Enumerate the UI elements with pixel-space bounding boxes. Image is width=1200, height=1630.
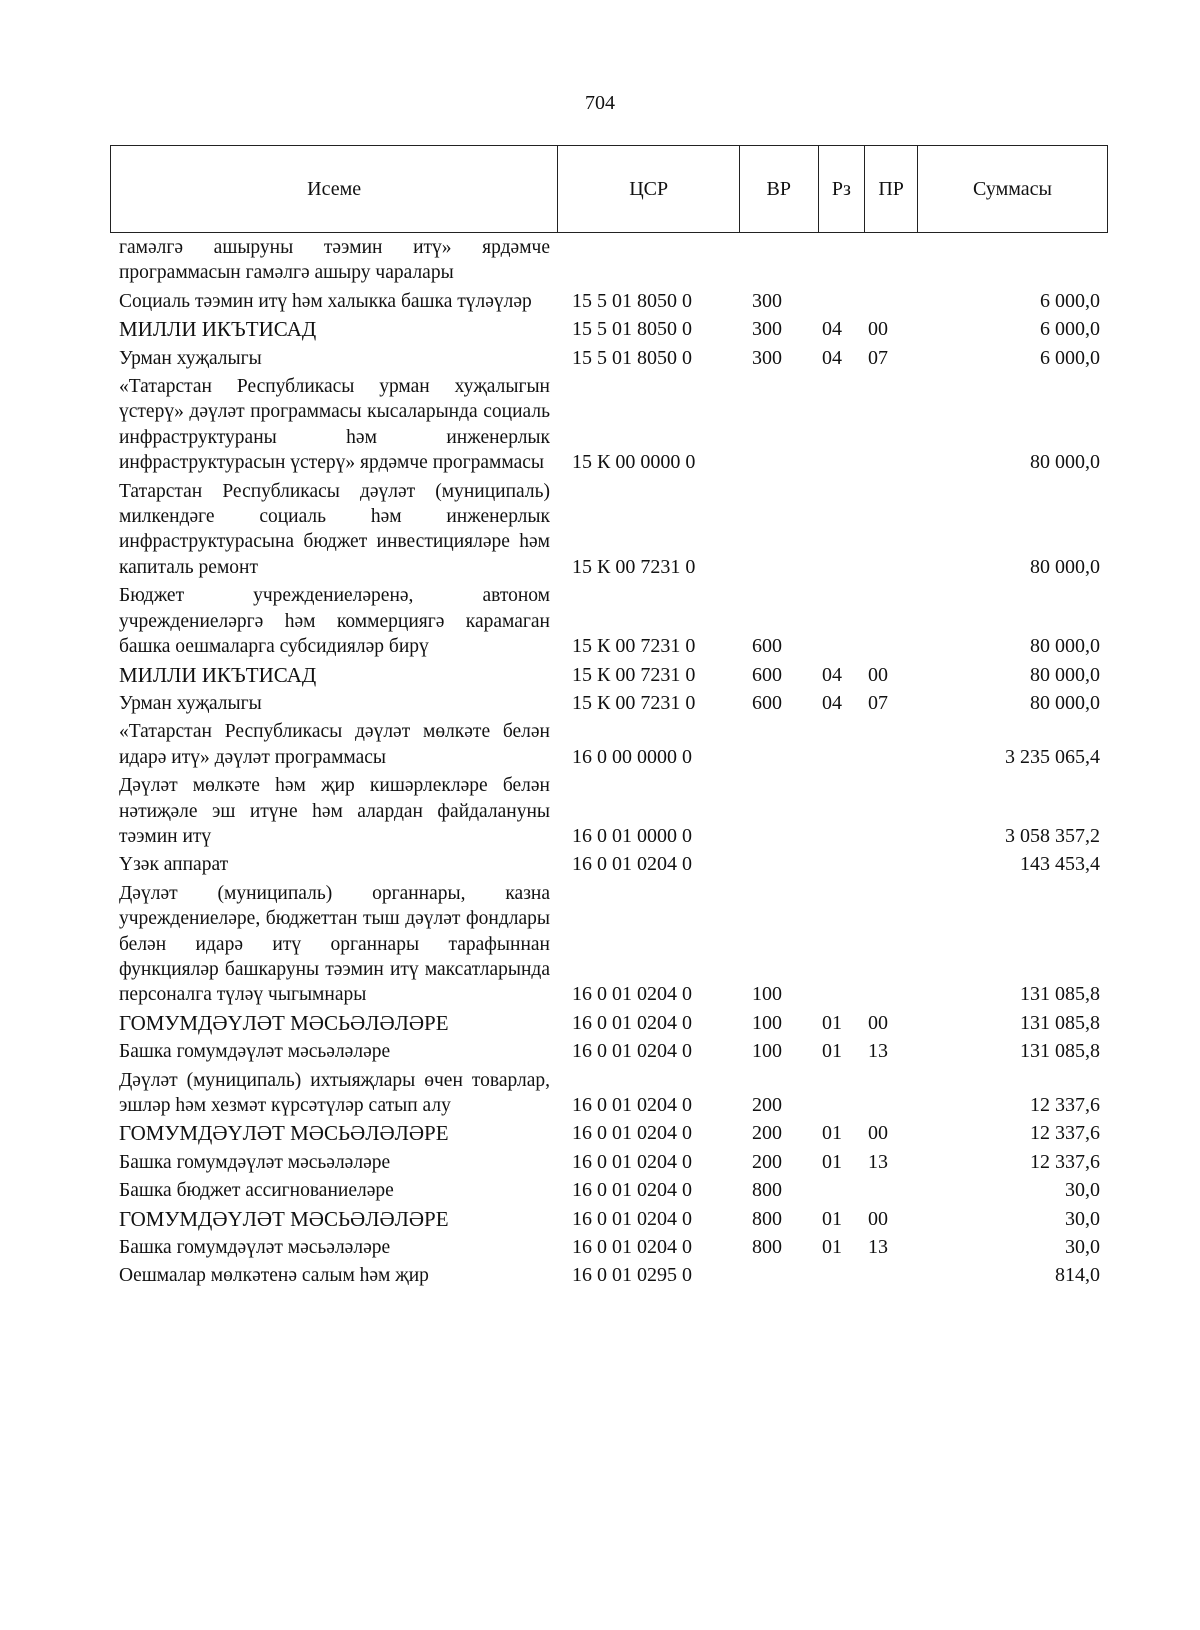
row-vr: 600 — [752, 635, 782, 658]
table-row — [110, 1119, 1108, 1147]
table-header — [110, 145, 1108, 233]
row-csr: 16 0 01 0204 0 — [572, 1122, 692, 1145]
row-rz: 01 — [822, 1122, 842, 1145]
row-pr: 00 — [868, 663, 888, 686]
row-sum: 131 085,8 — [1020, 1040, 1100, 1063]
row-rz: 01 — [822, 1040, 842, 1063]
row-name: Дәүләт (муниципаль) ихтыяҗлары өчен товарлар, эшләр һәм хезмәт күрсәтүләр сатып алу — [119, 1069, 550, 1116]
row-csr: 16 0 01 0204 0 — [572, 1207, 692, 1230]
row-csr: 16 0 01 0204 0 — [572, 1040, 692, 1063]
table-row — [110, 1148, 1108, 1176]
row-sum: 80 000,0 — [1030, 451, 1100, 474]
row-pr: 13 — [868, 1040, 888, 1063]
row-vr: 200 — [752, 1094, 782, 1116]
row-csr: 15 К 00 7231 0 — [572, 663, 696, 686]
row-sum: 30,0 — [1065, 1179, 1100, 1202]
row-name: Урман хуҗалыгы — [119, 692, 262, 714]
row-sum: 6 000,0 — [1040, 318, 1100, 341]
row-name: Татарстан Республикасы дәүләт (муниципаль) милкендәге социаль һәм инженерлык инфраструктурасына бюджет инвестицияләре һәм капиталь ремонт — [119, 480, 550, 578]
row-name: Оешмалар мөлкәтенә салым һәм җир — [119, 1265, 429, 1287]
row-rz: 04 — [822, 318, 842, 341]
header-sum: Суммасы — [918, 146, 1108, 233]
row-rz: 01 — [822, 1207, 842, 1230]
row-sum: 3 058 357,2 — [1005, 824, 1100, 847]
row-vr: 200 — [752, 1122, 782, 1145]
row-sum: 131 085,8 — [1020, 983, 1100, 1006]
row-name: Башка гомумдәүләт мәсьәләләре — [119, 1151, 391, 1173]
row-pr: 00 — [868, 1207, 888, 1230]
row-pr: 13 — [868, 1150, 888, 1173]
row-rz: 04 — [822, 346, 842, 369]
row-name: ГОМУМДӘҮЛӘТ МӘСЬӘЛӘЛӘРЕ — [119, 1010, 449, 1035]
row-csr: 16 0 00 0000 0 — [572, 745, 692, 768]
row-vr — [732, 1289, 810, 1290]
row-name: Башка гомумдәүләт мәсьәләләре — [119, 1041, 391, 1063]
table-row — [110, 1037, 1108, 1065]
table-row — [110, 372, 1108, 477]
page-number: 704 — [585, 92, 615, 114]
row-name: Дәүләт мөлкәте һәм җир кишәрлекләре белән нәтиҗәле эш итүне һәм алардан файдалануны тәэмин итү — [119, 775, 550, 847]
row-sum: 80 000,0 — [1030, 555, 1100, 578]
row-sum: 6 000,0 — [1040, 346, 1100, 369]
table-row — [110, 771, 1108, 850]
row-pr: 13 — [868, 1236, 888, 1259]
table-row — [110, 1233, 1108, 1261]
row-csr: 16 0 01 0204 0 — [572, 1179, 692, 1202]
row-name: Башка бюджет ассигнованиеләре — [119, 1180, 394, 1202]
row-sum: 80 000,0 — [1030, 635, 1100, 658]
row-name: Социаль тәэмин итү һәм халыкка башка түләүләр — [119, 290, 532, 312]
row-sum: 12 337,6 — [1030, 1122, 1100, 1145]
row-name: МИЛЛИ ИКЪТИСАД — [119, 317, 317, 342]
table-row — [110, 287, 1108, 315]
table-row — [110, 850, 1108, 878]
row-csr: 16 0 01 0204 0 — [572, 1011, 692, 1034]
row-csr: 16 0 01 0204 0 — [572, 1150, 692, 1173]
row-sum: 814,0 — [1055, 1264, 1100, 1287]
table-row — [110, 689, 1108, 717]
row-csr: 15 5 01 8050 0 — [572, 346, 692, 369]
table-row — [110, 344, 1108, 372]
row-pr — [856, 1289, 908, 1290]
row-pr: 07 — [868, 346, 888, 369]
table-row — [110, 1261, 1108, 1289]
row-vr: 600 — [752, 691, 782, 714]
header-vr: ВР — [740, 146, 819, 233]
row-rz — [810, 1289, 856, 1290]
table-row — [110, 879, 1108, 1009]
table-row — [110, 1066, 1108, 1120]
row-csr: 15 К 00 0000 0 — [572, 451, 696, 474]
row-vr: 100 — [752, 983, 782, 1006]
row-sum: 30,0 — [1065, 1207, 1100, 1230]
row-rz: 04 — [822, 691, 842, 714]
row-name: Урман хуҗалыгы — [119, 347, 262, 369]
row-csr: 15 К 00 7231 0 — [572, 691, 696, 714]
row-sum: 12 337,6 — [1030, 1150, 1100, 1173]
row-sum: 80 000,0 — [1030, 663, 1100, 686]
table-row — [110, 233, 1108, 287]
row-csr: 16 0 01 0204 0 — [572, 1094, 692, 1116]
row-name: «Татарстан Республикасы дәүләт мөлкәте белән идарә итү» дәүләт программасы — [119, 721, 550, 768]
row-sum: 6 000,0 — [1040, 289, 1100, 312]
row-csr: 16 0 01 0204 0 — [572, 1236, 692, 1259]
row-csr: 15 5 01 8050 0 — [572, 289, 692, 312]
row-vr: 100 — [752, 1011, 782, 1034]
row-vr: 300 — [752, 289, 782, 312]
table-row — [110, 1205, 1108, 1233]
row-name: гамәлгә ашыруны тәэмин итү» ярдәмче программасын гамәлгә ашыру чаралары — [119, 237, 550, 284]
row-vr: 600 — [752, 663, 782, 686]
row-csr: 15 К 00 7231 0 — [572, 555, 696, 578]
header-name: Исеме — [111, 146, 558, 233]
row-rz: 04 — [822, 663, 842, 686]
row-sum: 80 000,0 — [1030, 691, 1100, 714]
row-name: ГОМУМДӘҮЛӘТ МӘСЬӘЛӘЛӘРЕ — [119, 1121, 449, 1146]
row-vr: 800 — [752, 1179, 782, 1202]
row-csr: 15 К 00 7231 0 — [572, 635, 696, 658]
row-vr: 200 — [752, 1150, 782, 1173]
row-pr: 00 — [868, 1011, 888, 1034]
row-name: ГОМУМДӘҮЛӘТ МӘСЬӘЛӘЛӘРЕ — [119, 1206, 449, 1231]
row-csr: 16 0 01 0295 0 — [572, 1264, 692, 1287]
row-sum: 3 235 065,4 — [1005, 745, 1100, 768]
row-name: МИЛЛИ ИКЪТИСАД — [119, 662, 317, 687]
row-vr: 100 — [752, 1040, 782, 1063]
row-sum: 12 337,6 — [1030, 1094, 1100, 1116]
row-csr: 15 5 01 8050 0 — [572, 318, 692, 341]
table-body — [110, 233, 1108, 1290]
table-row — [110, 1009, 1108, 1037]
row-sum: 30,0 — [1065, 1236, 1100, 1259]
row-sum: 131 085,8 — [1020, 1011, 1100, 1034]
row-name: Бюджет учреждениеләренә, автоном учреждениеләргә һәм коммерциягә карамаган башка оешмаларга субсидияләр бирү — [119, 585, 550, 658]
row-pr: 00 — [868, 1122, 888, 1145]
table-row — [110, 661, 1108, 689]
row-rz: 01 — [822, 1236, 842, 1259]
header-rz: Рз — [818, 146, 865, 233]
table-row — [110, 477, 1108, 582]
row-name: Дәүләт (муниципаль) органнары, казна учреждениеләре, бюджеттан тыш дәүләт фондлары белән идарә итү органнары тарафыннан функцияләр башкаруны тәэмин итү максатларында персоналга түләү чыгымнары — [119, 882, 550, 1006]
row-name: Үзәк аппарат — [119, 854, 229, 876]
table-row — [110, 717, 1108, 771]
row-name: Башка гомумдәүләт мәсьәләләре — [119, 1237, 391, 1259]
header-pr: ПР — [865, 146, 918, 233]
row-rz: 01 — [822, 1011, 842, 1034]
row-sum: 143 453,4 — [1020, 853, 1100, 876]
row-pr: 00 — [868, 318, 888, 341]
table-row — [110, 315, 1108, 343]
row-csr: 16 0 01 0204 0 — [572, 983, 692, 1006]
row-name: «Татарстан Республикасы урман хуҗалыгын үстерү» дәүләт программасы кысаларында социаль инфраструктураны һәм инженерлык инфраструктурасын үстерү» ярдәмче программасы — [119, 376, 550, 474]
row-vr: 800 — [752, 1236, 782, 1259]
row-csr: 16 0 01 0000 0 — [572, 824, 692, 847]
row-rz: 01 — [822, 1150, 842, 1173]
row-vr: 800 — [752, 1207, 782, 1230]
header-csr: ЦСР — [558, 146, 740, 233]
table-row — [110, 1176, 1108, 1204]
table-row — [110, 581, 1108, 660]
row-csr: 16 0 01 0204 0 — [572, 853, 692, 876]
row-vr: 300 — [752, 346, 782, 369]
row-pr: 07 — [868, 691, 888, 714]
row-vr: 300 — [752, 318, 782, 341]
